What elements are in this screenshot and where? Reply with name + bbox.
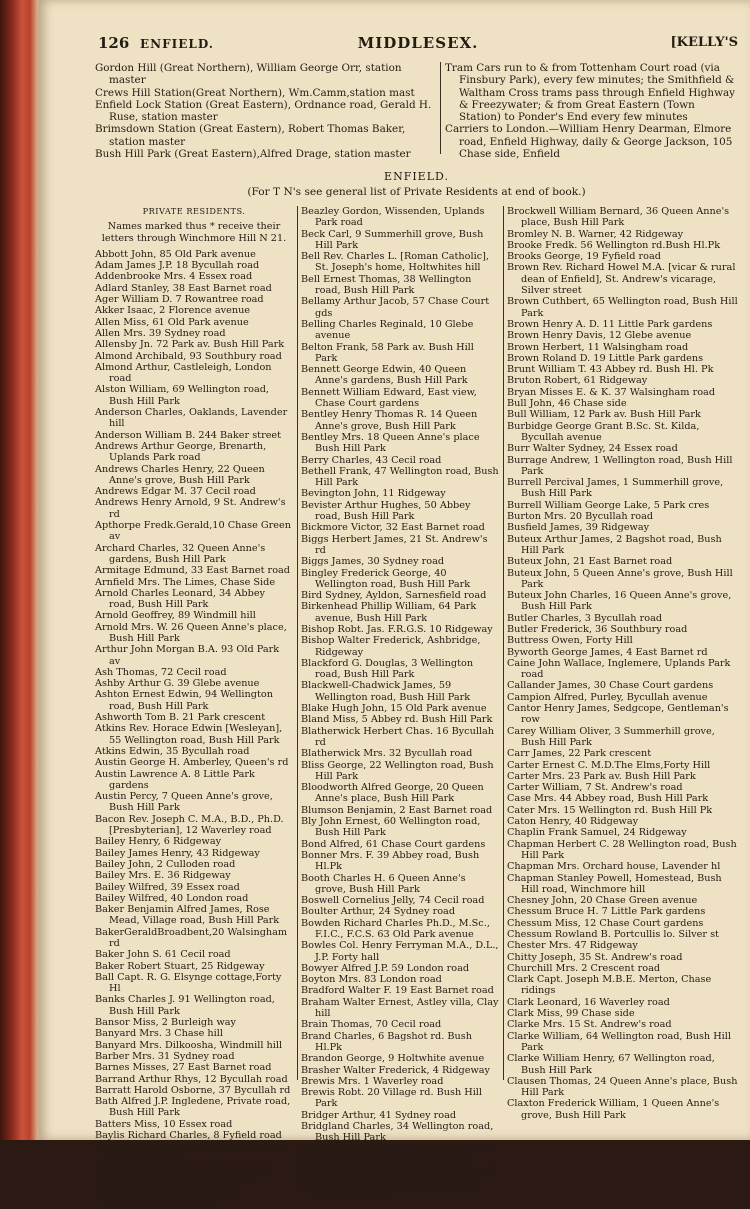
resident-entry: Baylis Richard Charles, 8 Fyfield road <box>95 1130 282 1142</box>
resident-entry: Braham Walter Ernest, Astley villa, Clay hill <box>301 996 499 1020</box>
resident-entry: Brockwell William Bernard, 36 Queen Anne's place, Bush Hill Park <box>507 206 730 229</box>
resident-entry: Archard Charles, 32 Queen Anne's gardens, Bush Hill Park <box>95 542 266 565</box>
resident-entry: Bell Ernest Thomas, 38 Wellington road, Bush Hill Park <box>301 273 472 297</box>
resident-entry: Bacon Rev. Joseph C. M.A., B.D., Ph.D. [Presbyterian], 12 Waverley road <box>95 813 284 837</box>
resident-entry: Birkenhead Phillip William, 64 Park avenue, Bush Hill Park <box>301 601 477 624</box>
resident-entry: Cantor Henry James, Sedgcope, Gentleman's row <box>507 703 729 726</box>
resident-entry: Clausen Thomas, 24 Queen Anne's place, Bush Hill Park <box>507 1075 738 1099</box>
resident-entry: Carey William Oliver, 3 Summerhill grove, Bush Hill Park <box>507 725 715 748</box>
resident-entry: Brown Roland D. 19 Little Park gardens <box>507 352 704 364</box>
residents-column-2 <box>301 206 499 1200</box>
resident-entry: Belling Charles Reginald, 10 Glebe avenue <box>301 318 474 342</box>
resident-entry: Case Mrs. 44 Abbey road, Bush Hill Park <box>507 793 709 805</box>
resident-entry: Belton Frank, 58 Park av. Bush Hill Park <box>301 341 474 364</box>
transport-block <box>95 62 738 162</box>
resident-entry: Blatherwick Herbert Chas. 16 Bycullah rd <box>301 725 495 748</box>
resident-entry: Chester Mrs. 47 Ridgeway <box>507 940 638 952</box>
directory-page <box>38 0 750 1209</box>
column-heading: PRIVATE RESIDENTS. <box>142 206 246 216</box>
station-entry: Bush Hill Park (Great Eastern),Alfred Drage, station master <box>95 148 411 161</box>
resident-entry: Brown Henry Davis, 12 Glebe avenue <box>507 330 692 342</box>
stations-column <box>95 62 435 160</box>
resident-entry: BakerGeraldBroadbent,20 Walsingham rd <box>95 926 288 949</box>
resident-entry: Brewis Robt. 20 Village rd. Bush Hill Park <box>301 1087 483 1110</box>
resident-entry: Bowles Col. Henry Ferryman M.A., D.L., J.P. Forty hall <box>301 940 499 963</box>
resident-entry: Bishop Robt. Jas. F.R.G.S. 10 Ridgeway <box>301 623 493 635</box>
intro-note: Names marked thus * receive their letters through Winchmore Hill N 21. <box>101 221 287 244</box>
resident-entry: Chessum Rowland B. Portcullis lo. Silver st <box>507 929 719 940</box>
resident-entry: Ball Capt. R. G. Elsynge cottage,Forty Hl <box>95 971 282 995</box>
resident-entry: Anderson Charles, Oaklands, Lavender hill <box>95 407 288 430</box>
resident-entry: Ash Thomas, 72 Cecil road <box>95 666 227 678</box>
resident-entry: Chesney John, 20 Chase Green avenue <box>507 895 698 907</box>
resident-entry: Anderson William B. 244 Baker street <box>95 429 282 441</box>
resident-entry: Burrell William George Lake, 5 Park cres <box>507 499 710 511</box>
resident-entry: Blumson Benjamin, 2 East Barnet road <box>301 804 493 816</box>
page-header <box>98 34 738 56</box>
resident-entry: Arnfield Mrs. The Limes, Chase Side <box>95 576 276 588</box>
resident-entry: Burbidge George Grant B.Sc. St. Kilda, Bycullah avenue <box>507 420 700 443</box>
resident-entry: Brisbane Mrs. M. 7 Bycullah road <box>301 1154 467 1166</box>
resident-entry: Butler Frederick, 36 Southbury road <box>507 623 688 635</box>
station-entry: Crews Hill Station(Great Northern), Wm.Camm,station mast <box>95 86 415 99</box>
resident-entry: Blake Hugh John, 15 Old Park avenue <box>301 703 487 715</box>
resident-entry: Carter Mrs. 23 Park av. Bush Hill Park <box>507 770 696 782</box>
resident-entry: Churchill Mrs. 2 Crescent road <box>507 962 661 974</box>
resident-entry: Byworth George James, 4 East Barnet rd <box>507 646 708 658</box>
resident-entry: Briscoe Joseph Thomas, 14 Essex road <box>301 1166 491 1178</box>
resident-entry: Atkins Edwin, 35 Bycullah road <box>95 745 250 757</box>
resident-entry: Clarke William Henry, 67 Wellington road, Bush Hill Park <box>507 1053 715 1076</box>
transport-entry: Carriers to London.—William Henry Dearman, Elmore road, Enfield Highway, daily & George Jackson, 105 Chase side, Enfield <box>445 123 733 161</box>
resident-entry: Burton Mrs. 20 Bycullah road <box>507 511 654 523</box>
header-left: ENFIELD. <box>140 37 214 51</box>
resident-entry: Apthorpe Fredk.Gerald,10 Chase Green av <box>95 520 291 543</box>
resident-entry: Arthur John Morgan B.A. 93 Old Park av <box>95 644 280 667</box>
resident-entry: Blatherwick Mrs. 32 Bycullah road <box>301 748 473 760</box>
resident-entry: Bailey Henry, 6 Ridgeway <box>95 836 222 848</box>
resident-entry: Buteux John Charles, 16 Queen Anne's grove, Bush Hill Park <box>507 590 732 613</box>
resident-entry: Batters Miss, 10 Essex road <box>95 1118 233 1130</box>
resident-entry: Cater Mrs. 15 Wellington rd. Bush Hill Pk <box>507 804 713 816</box>
resident-entry: Austin George H. Amberley, Queen's rd <box>95 757 289 769</box>
resident-entry: Busfield James, 39 Ridgeway <box>507 522 650 534</box>
resident-entry: Chessum Miss, 12 Chase Court gardens <box>507 917 704 929</box>
resident-entry: Burr Walter Sydney, 24 Essex road <box>507 443 678 455</box>
book-spine <box>0 0 40 1140</box>
resident-entry: Bradford Walter F. 19 East Barnet road <box>301 985 494 997</box>
resident-entry: Bruton Robert, 61 Ridgeway <box>507 375 648 387</box>
resident-entry: Bailey Wilfred, 40 London road <box>95 892 249 904</box>
resident-entry: Beamand George, 23 Wellington road, Bush Hill Park <box>95 1141 283 1164</box>
resident-entry: Adlard Stanley, 38 East Barnet road <box>95 282 272 294</box>
resident-entry: Blackwell-Chadwick James, 59 Wellington road, Bush Hill Park <box>301 680 471 703</box>
resident-entry: Brooke Fredk. 56 Wellington rd.Bush Hl.Pk <box>507 239 721 251</box>
section-title: ENFIELD. <box>384 170 449 183</box>
resident-entry: Boswell Cornelius Jelly, 74 Cecil road <box>301 895 485 907</box>
resident-entry: Bailey John, 2 Culloden road <box>95 858 236 870</box>
resident-entry: Bevister Arthur Hughes, 50 Abbey road, Bush Hill Park <box>301 499 471 523</box>
resident-entry: Allensby Jn. 72 Park av. Bush Hill Park <box>95 339 285 351</box>
resident-entry: Addenbrooke Mrs. 4 Essex road <box>95 271 253 283</box>
resident-entry: Chapman Stanley Powell, Homestead, Bush Hill road, Winchmore hill <box>507 872 722 895</box>
resident-entry: Ashworth Tom B. 21 Park crescent <box>95 712 266 724</box>
residents-column-3 <box>507 206 742 1120</box>
resident-entry: Andrews Arthur George, Brenarth, Uplands Park road <box>95 440 267 464</box>
trams-carriers-column <box>445 62 738 160</box>
resident-entry: Clark Capt. Joseph M.B.E. Merton, Chase ridings <box>507 974 712 997</box>
resident-entry: Briggs Thos.9 Wellington rd.Bush Hl.Pk <box>301 1143 497 1155</box>
resident-entry: Ashby Arthur G. 39 Glebe avenue <box>95 678 260 690</box>
resident-entry: Bond Alfred, 61 Chase Court gardens <box>301 838 486 850</box>
resident-entry: Bingley Frederick George, 40 Wellington road, Bush Hill Park <box>301 567 471 590</box>
resident-entry: Boulter Arthur, 24 Sydney road <box>301 906 456 918</box>
resident-entry: Alston William, 69 Wellington road, Bush Hill Park <box>95 384 270 407</box>
transport-entry: Tram Cars run to & from Tottenham Court road (via Finsbury Park), every few minutes; the Smithfield & Waltham Cross trams pass through Enfield Highway & Freezywater; & from Great Eastern (Town Station) to Ponder's End every few minutes <box>445 62 736 124</box>
resident-entry: Caton Henry, 40 Ridgeway <box>507 816 639 828</box>
resident-entry: Chitty Joseph, 35 St. Andrew's road <box>507 951 683 963</box>
resident-entry: Adam James J.P. 18 Bycullah road <box>95 260 260 272</box>
resident-entry: Bryan Misses E. & K. 37 Walsingham road <box>507 386 716 398</box>
resident-entry: Carter William, 7 St. Andrew's road <box>507 782 683 794</box>
resident-entry: Arnold Mrs. W. 26 Queen Anne's place, Bush Hill Park <box>95 621 287 644</box>
resident-entry: Banyard Mrs. Dilkoosha, Windmill hill <box>95 1039 283 1051</box>
resident-entry: Brunt William T. 43 Abbey rd. Bush Hl. Pk <box>507 364 714 376</box>
resident-entry: Beavan James P. 2 Bycullah road <box>95 1175 255 1187</box>
resident-entry: Brown Cuthbert, 65 Wellington road, Bush Hill Park <box>507 296 738 319</box>
resident-entry: Almond Arthur, Castleleigh, London road <box>95 361 272 385</box>
resident-entry: Barber Mrs. 31 Sydney road <box>95 1050 235 1062</box>
resident-entry: Chapman Herbert C. 28 Wellington road, Bush Hill Park <box>507 838 737 861</box>
resident-entry: Austin Percy, 7 Queen Anne's grove, Bush Hill Park <box>95 791 273 814</box>
resident-entry: Claxton Frederick William, 1 Queen Anne's grove, Bush Hill Park <box>507 1098 720 1121</box>
resident-entry: Berry Charles, 43 Cecil road <box>301 454 442 466</box>
header-center: MIDDLESEX. <box>357 34 479 52</box>
resident-entry: Buttress Owen, Forty Hill <box>507 635 633 647</box>
resident-entry: Bansor Miss, 2 Burleigh way <box>95 1017 236 1029</box>
resident-entry: Bird Sydney, Ayldon, Sarnesfield road <box>301 590 487 602</box>
resident-entry: Buteux Arthur James, 2 Bagshot road, Bush Hill Park <box>507 533 722 556</box>
resident-entry: Ashton Ernest Edwin, 94 Wellington road, Bush Hill Park <box>95 689 273 712</box>
resident-entry: Beck Carl, 9 Summerhill grove, Bush Hill Park <box>301 228 484 251</box>
resident-entry: Bridger Arthur, 41 Sydney road <box>301 1109 457 1121</box>
resident-entry: Caine John Wallace, Inglemere, Uplands Park road <box>507 657 731 681</box>
resident-entry: Bath Alfred J.P. Ingledene, Private road, Bush Hill Park <box>95 1096 291 1119</box>
resident-entry: Arnold Charles Leonard, 34 Abbey road, Bush Hill Park <box>95 587 266 611</box>
resident-entry: Clark Leonard, 16 Waverley road <box>507 996 670 1008</box>
resident-entry: Bridgland Charles, 34 Wellington road, Bush Hill Park <box>301 1121 494 1144</box>
resident-entry: Carter Ernest C. M.D.The Elms,Forty Hill <box>507 759 711 771</box>
resident-entry: Atkins Rev. Horace Edwin [Wesleyan], 55 Wellington road, Bush Hill Park <box>95 723 283 746</box>
resident-entry: Brand Charles, 6 Bagshot rd. Bush Hl.Pk <box>301 1030 472 1053</box>
resident-entry: Austin Lawrence A. 8 Little Park gardens <box>95 768 255 791</box>
resident-entry: Buteux John, 21 East Barnet road <box>507 556 673 568</box>
resident-entry: Bromley N. B. Warner, 42 Ridgeway <box>507 228 684 240</box>
resident-entry: Beattie Irwin Henry, 13 Essex road <box>95 1163 268 1175</box>
resident-entry: Armitage Edmund, 33 East Barnet road <box>95 565 290 577</box>
resident-entry: Carr James, 22 Park crescent <box>507 748 652 760</box>
resident-entry: Callander James, 30 Chase Court gardens <box>507 680 714 692</box>
resident-entry: Barnes Misses, 27 East Barnet road <box>95 1062 272 1074</box>
resident-entry: Beazley Gordon, Wissenden, Uplands Park road <box>301 206 485 229</box>
resident-entry: Baker Benjamin Alfred James, Rose Mead, Village road, Bush Hill Park <box>95 904 280 927</box>
resident-entry: Brock William, 5 Summerhill grove, Bush Hill Park <box>301 1177 477 1200</box>
resident-entry: Chaplin Frank Samuel, 24 Ridgeway <box>507 827 687 839</box>
resident-entry: Arnold Geoffrey, 89 Windmill hill <box>95 610 256 622</box>
resident-entry: Brown Henry A. D. 11 Little Park gardens <box>507 318 713 330</box>
resident-entry: Bloodworth Alfred George, 20 Queen Anne's place, Bush Hill Park <box>301 782 484 805</box>
station-entry: Brimsdown Station (Great Eastern), Robert Thomas Baker, station master <box>95 123 406 148</box>
residents-column-1 <box>95 206 293 1209</box>
resident-entry: Bull John, 46 Chase side <box>507 398 627 410</box>
resident-entry: Brooks George, 19 Fyfield road <box>507 251 661 263</box>
resident-entry: Clark Miss, 99 Chase side <box>507 1008 635 1020</box>
resident-entry: Buteux John, 5 Queen Anne's grove, Bush Hill Park <box>507 567 733 590</box>
resident-entry: Brain Thomas, 70 Cecil road <box>301 1019 442 1031</box>
resident-entry: Andrews Edgar M. 37 Cecil road <box>95 486 256 498</box>
resident-entry: Bowden Richard Charles Ph.D., M.Sc., F.I.C., F.C.S. 63 Old Park avenue <box>301 917 490 940</box>
resident-entry: Bennett George Edwin, 40 Queen Anne's gardens, Bush Hill Park <box>301 364 468 387</box>
resident-entry: Bellamy Arthur Jacob, 57 Chase Court gds <box>301 296 490 319</box>
resident-entry: Booth Charles H. 6 Queen Anne's grove, Bush Hill Park <box>301 872 466 895</box>
resident-entry: Bell Rev. Charles L. [Roman Catholic], St. Joseph's home, Holtwhites hill <box>301 251 489 274</box>
resident-entry: Banks Charles J. 91 Wellington road, Bush Hill Park <box>95 994 275 1017</box>
resident-entry: Brown Herbert, 11 Walsingham road <box>507 341 689 353</box>
resident-entry: Almond Archibald, 93 Southbury road <box>95 350 282 362</box>
resident-entry: Biggs Herbert James, 21 St. Andrew's rd <box>301 533 488 556</box>
resident-entry: Akker Isaac, 2 Florence avenue <box>95 305 251 317</box>
resident-entry: Baker Robert Stuart, 25 Ridgeway <box>95 960 265 972</box>
resident-entry: Bull William, 12 Park av. Bush Hill Park <box>507 409 701 421</box>
resident-entry: Bliss George, 22 Wellington road, Bush Hill Park <box>301 759 494 782</box>
resident-entry: Bland Miss, 5 Abbey rd. Bush Hill Park <box>301 714 493 726</box>
resident-entry: Bailey Wilfred, 39 Essex road <box>95 881 240 893</box>
page-number: 126 <box>98 34 130 52</box>
resident-entry: Baker John S. 61 Cecil road <box>95 949 231 961</box>
resident-entry: Blackford G. Douglas, 3 Wellington road, Bush Hill Park <box>301 657 474 681</box>
resident-entry: Andrews Charles Henry, 22 Queen Anne's grove, Bush Hill Park <box>95 463 265 486</box>
station-entry: Enfield Lock Station (Great Eastern), Ordnance road, Gerald H. Ruse, station master <box>95 98 432 124</box>
resident-entry: Burrage Andrew, 1 Wellington road, Bush Hill Park <box>507 454 733 477</box>
column-divider <box>297 206 298 1080</box>
resident-entry: Brown Rev. Richard Howel M.A. [vicar & rural dean of Enfield], St. Andrew's vicarage, Silver street <box>507 262 736 297</box>
resident-entry: Burrell Percival James, 1 Summerhill grove, Bush Hill Park <box>507 477 724 500</box>
resident-entry: Clarke Mrs. 15 St. Andrew's road <box>507 1019 672 1031</box>
resident-entry: Brasher Walter Frederick, 4 Ridgeway <box>301 1064 491 1076</box>
resident-entry: Brewis Mrs. 1 Waverley road <box>301 1075 444 1087</box>
resident-entry: Bonner Mrs. F. 39 Abbey road, Bush Hl.Pk <box>301 849 480 873</box>
resident-entry: Clarke William, 64 Wellington road, Bush Hill Park <box>507 1030 731 1053</box>
resident-entry: Bethell Frank, 47 Wellington road, Bush Hill Park <box>301 465 499 489</box>
resident-entry: Bickmore Victor, 32 East Barnet road <box>301 522 485 534</box>
column-divider <box>503 206 504 1080</box>
resident-entry: Ager William D. 7 Rowantree road <box>95 294 264 306</box>
resident-entry: Bevington John, 11 Ridgeway <box>301 488 446 500</box>
resident-entry: Chessum Bruce H. 7 Little Park gardens <box>507 906 706 918</box>
section-note: (For T N's see general list of Private Residents at end of book.) <box>247 186 586 198</box>
resident-entry: Bishop Walter Frederick, Ashbridge, Ridgeway <box>301 635 481 658</box>
resident-entry: Bentley Henry Thomas R. 14 Queen Anne's grove, Bush Hill Park <box>301 409 478 432</box>
resident-entry: Bly John Ernest, 60 Wellington road, Bush Hill Park <box>301 816 481 839</box>
resident-entry: Brandon George, 9 Holtwhite avenue <box>301 1053 485 1065</box>
resident-entry: Bailey Mrs. E. 36 Ridgeway <box>95 870 231 882</box>
resident-entry: Butler Charles, 3 Bycullah road <box>507 612 663 624</box>
resident-entry: Bentley Mrs. 18 Queen Anne's place Bush Hill Park <box>301 431 480 455</box>
resident-entry: Bowyer Alfred J.P. 59 London road <box>301 962 470 974</box>
resident-entry: Barrand Arthur Rhys, 12 Bycullah road <box>95 1073 288 1085</box>
resident-entry: Abbott John, 85 Old Park avenue <box>95 248 256 260</box>
header-right: [KELLY'S <box>670 35 738 50</box>
resident-entry: Chapman Mrs. Orchard house, Lavender hl <box>507 861 721 873</box>
station-entry: Gordon Hill (Great Northern), William George Orr, station master <box>95 62 402 87</box>
resident-entry: Allen Miss, 61 Old Park avenue <box>95 316 249 328</box>
resident-entry: Bennett William Edward, East view, Chase Court gardens <box>301 386 477 410</box>
resident-entry: Banyard Mrs. 3 Chase hill <box>95 1028 223 1040</box>
resident-entry: Boyton Mrs. 83 London road <box>301 974 442 986</box>
column-divider <box>440 62 441 154</box>
resident-entry: Bailey James Henry, 43 Ridgeway <box>95 847 260 859</box>
resident-entry: Barratt Harold Osborne, 37 Bycullah rd <box>95 1084 291 1096</box>
resident-entry: Campion Alfred, Purley, Bycullah avenue <box>507 691 708 703</box>
residents-columns <box>95 206 742 1209</box>
resident-entry: Biggs James, 30 Sydney road <box>301 556 445 568</box>
resident-entry: Allen Mrs. 39 Sydney road <box>95 327 226 339</box>
resident-entry: Beavan Thomas Nicholls, The Hermitage, Forty Hill <box>95 1186 241 1209</box>
resident-entry: Andrews Henry Arnold, 9 St. Andrew's rd <box>95 497 286 520</box>
